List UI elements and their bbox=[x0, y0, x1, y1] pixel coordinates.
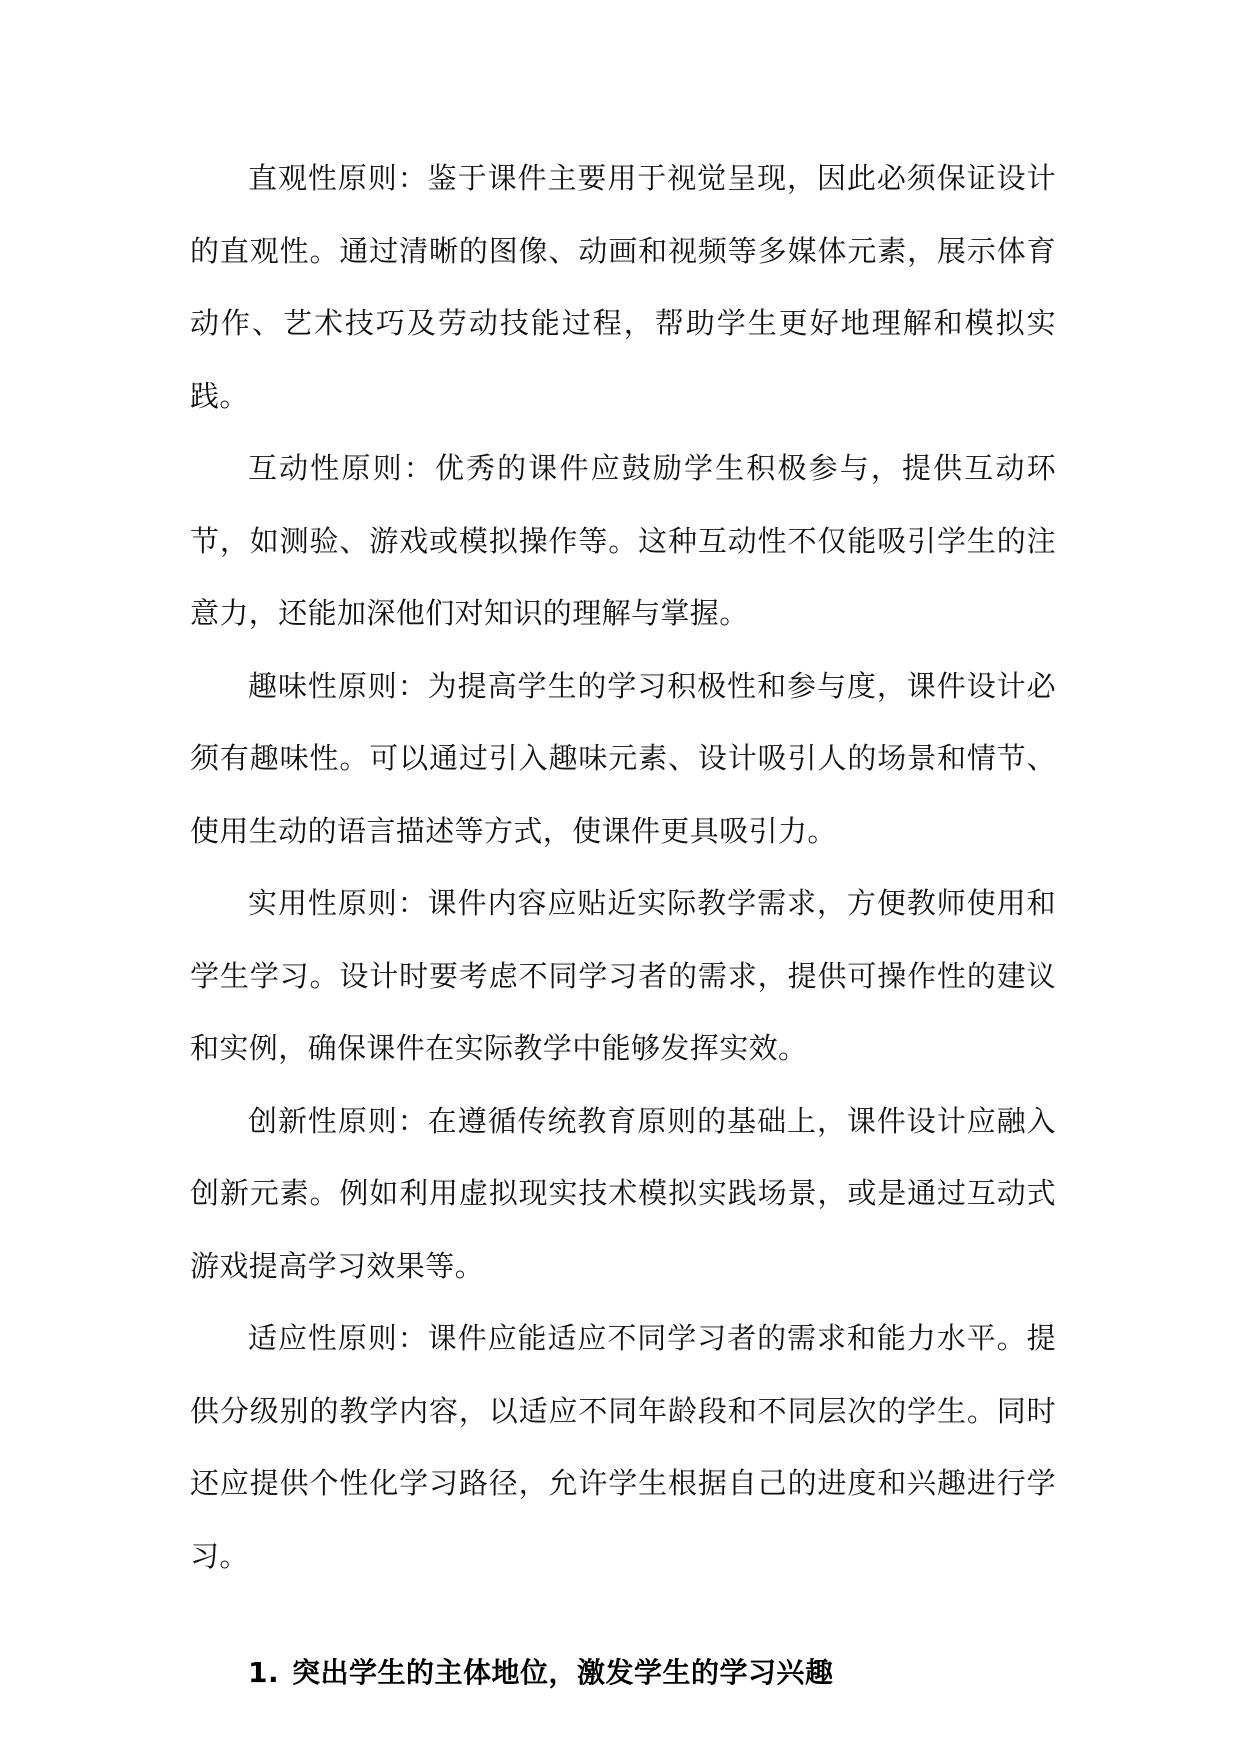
paragraph-practical-principle: 实用性原则：课件内容应贴近实际教学需求，方便教师使用和学生学习。设计时要考虑不同学习者的需求，提供可操作性的建议和实例，确保课件在实际教学中能够发挥实效。 bbox=[190, 886, 1056, 1065]
paragraph-interactive-principle: 互动性原则：优秀的课件应鼓励学生积极参与，提供互动环节，如测验、游戏或模拟操作等。这种互动性不仅能吸引学生的注意力，还能加深他们对知识的理解与掌握。 bbox=[190, 451, 1056, 630]
paragraph-adaptability-principle: 适应性原则：课件应能适应不同学习者的需求和能力水平。提供分级别的教学内容，以适应不同年龄段和不同层次的学生。同时还应提供个性化学习路径，允许学生根据自己的进度和兴趣进行学习。 bbox=[190, 1321, 1056, 1573]
document-body bbox=[190, 142, 1056, 1709]
paragraph-innovation-principle: 创新性原则：在遵循传统教育原则的基础上，课件设计应融入创新元素。例如利用虚拟现实技术模拟实践场景，或是通过互动式游戏提高学习效果等。 bbox=[190, 1103, 1056, 1283]
paragraph-intuitive-principle: 直观性原则：鉴于课件主要用于视觉呈现，因此必须保证设计的直观性。通过清晰的图像、动画和视频等多媒体元素，展示体育动作、艺术技巧及劳动技能过程，帮助学生更好地理解和模拟实践。 bbox=[190, 161, 1056, 413]
section-heading bbox=[190, 1637, 1056, 1709]
section-title: 突出学生的主体地位，激发学生的学习兴趣 bbox=[292, 1656, 834, 1689]
section-number: 1. bbox=[248, 1656, 280, 1689]
paragraph-fun-principle: 趣味性原则：为提高学生的学习积极性和参与度，课件设计必须有趣味性。可以通过引入趣味元素、设计吸引人的场景和情节、使用生动的语言描述等方式，使课件更具吸引力。 bbox=[190, 668, 1056, 848]
